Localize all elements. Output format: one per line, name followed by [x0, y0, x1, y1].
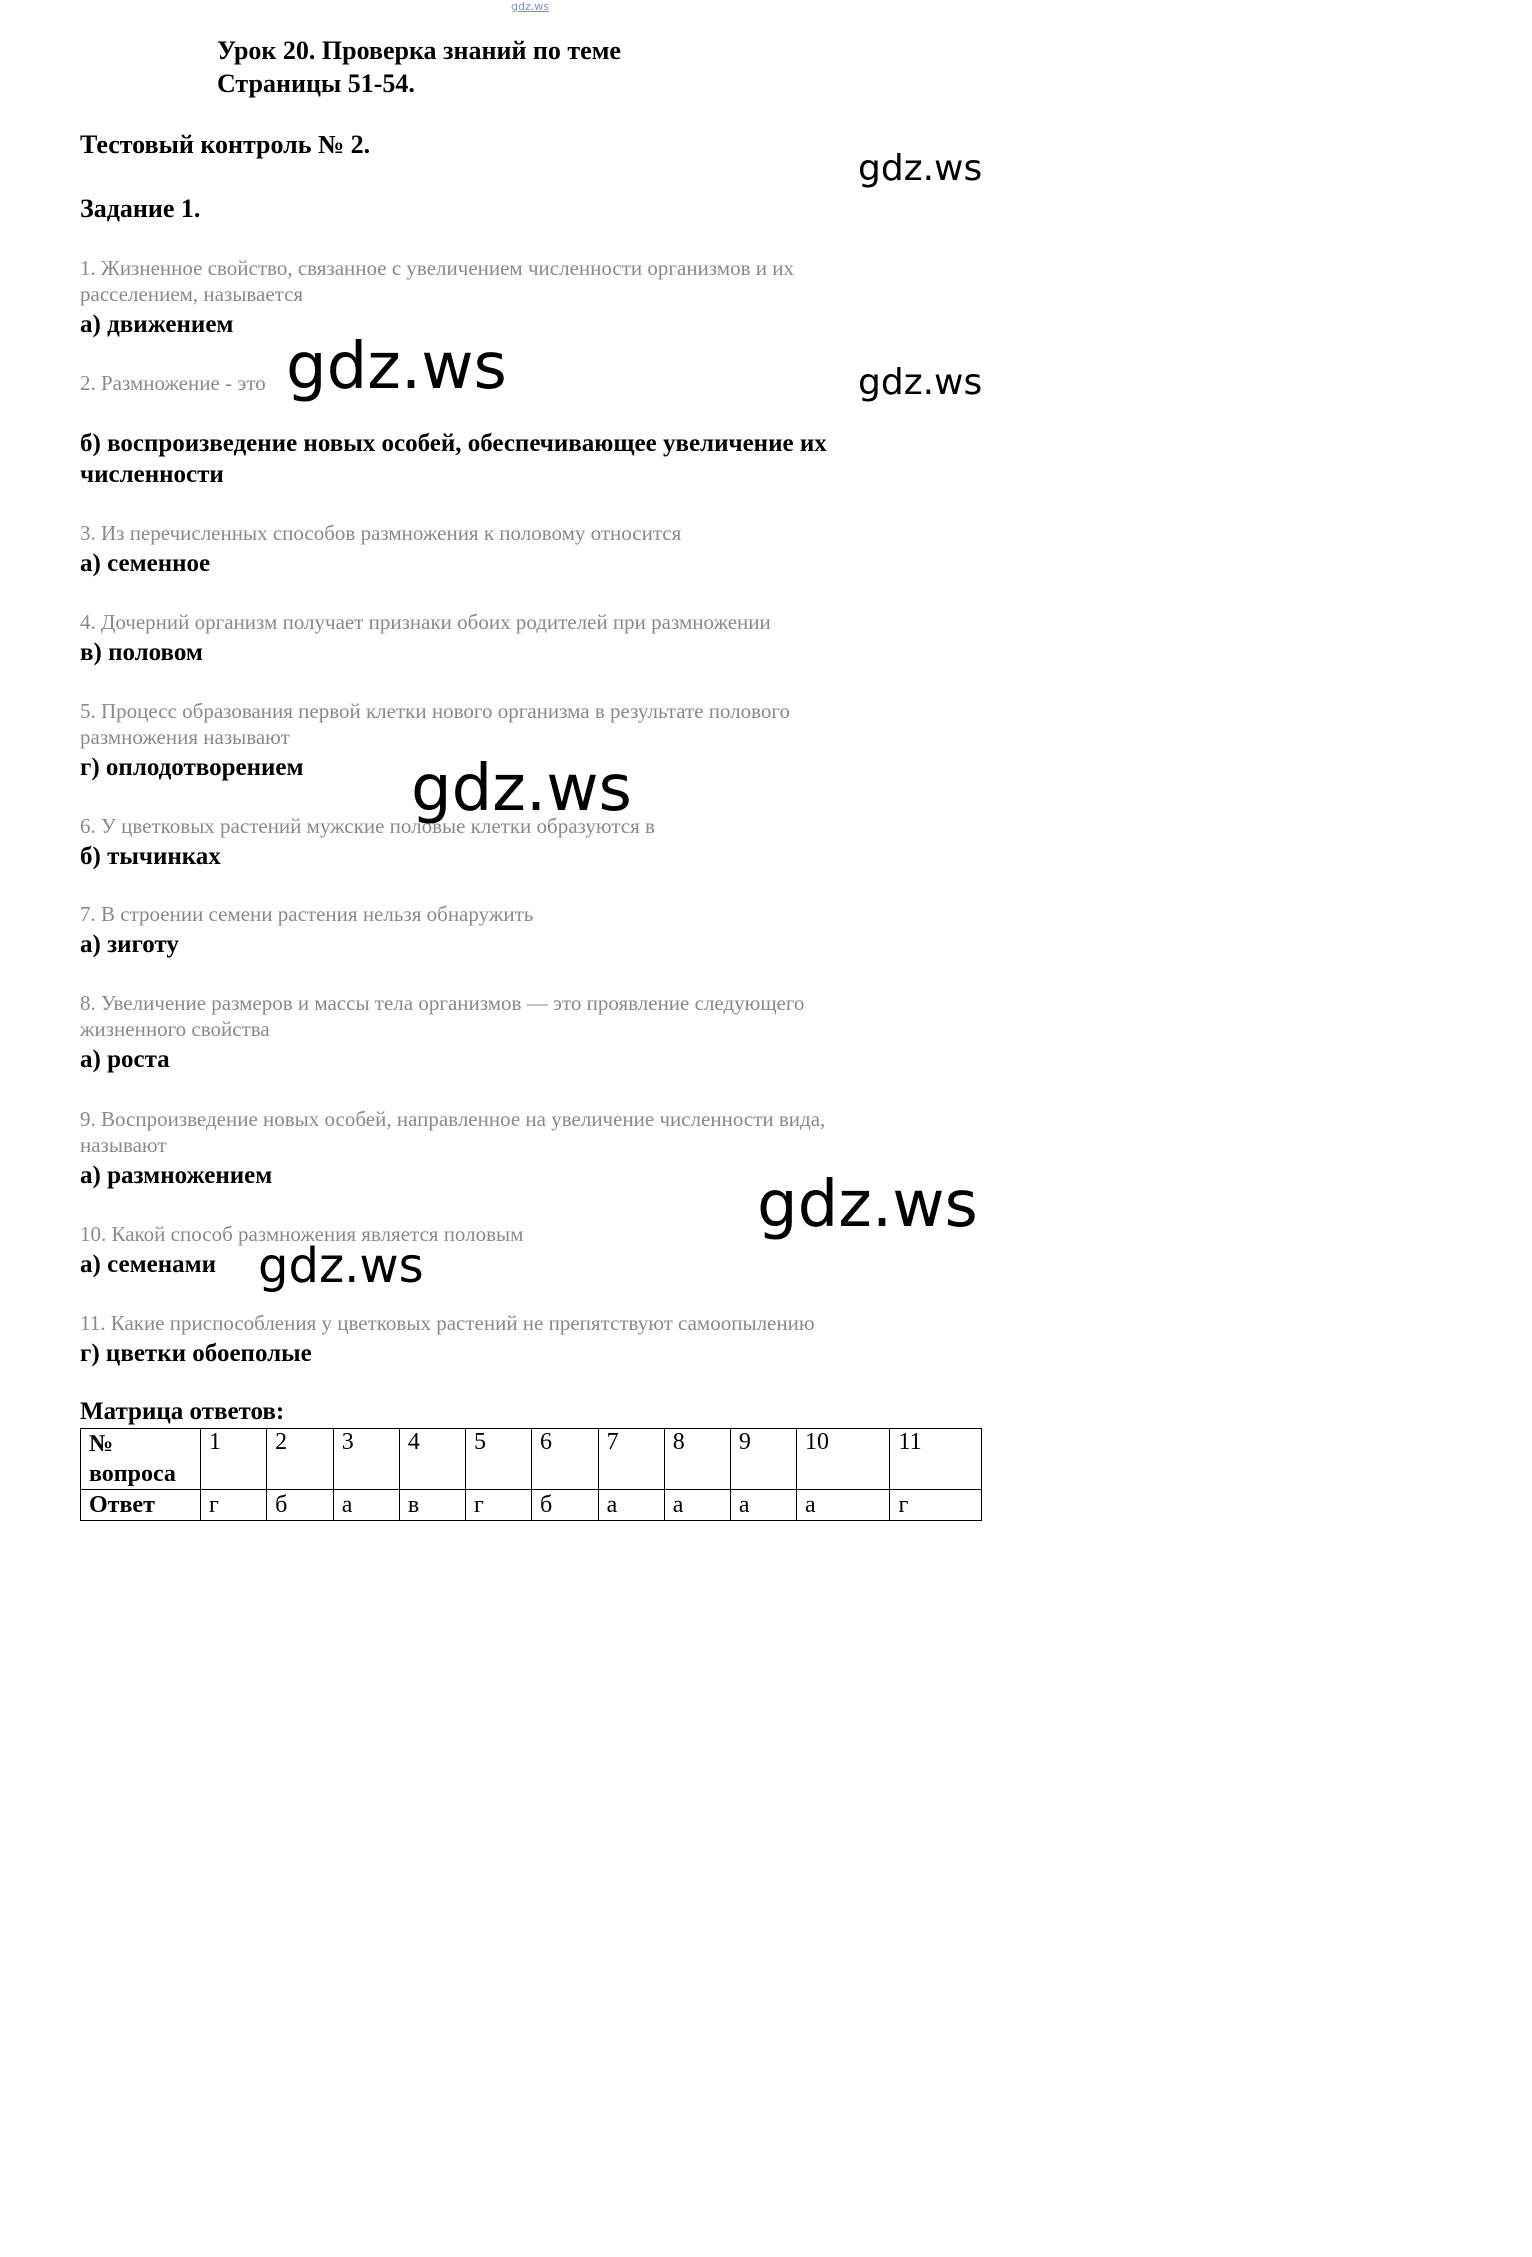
question-5-line1: 5. Процесс образования первой клетки нового организма в результате полового	[80, 699, 791, 723]
matrix-answer-cell: а	[333, 1490, 399, 1521]
matrix-answer-cell: б	[532, 1490, 599, 1521]
matrix-answer-cell: в	[399, 1490, 465, 1521]
watermark: gdz.ws	[411, 752, 632, 826]
answer-1: а) движением	[80, 311, 234, 338]
matrix-answer-cell: г	[890, 1490, 982, 1521]
matrix-number-cell: 6	[532, 1429, 599, 1490]
question-4-line1: 4. Дочерний организм получает признаки обоих родителей при размножении	[80, 610, 771, 634]
matrix-answer-cell: а	[730, 1490, 796, 1521]
matrix-number-cell: 1	[201, 1429, 267, 1490]
test-title: Тестовый контроль № 2.	[80, 130, 371, 159]
question-11-line1: 11. Какие приспособления у цветковых растений не препятствуют самоопылению	[80, 1311, 815, 1335]
watermark: gdz.ws	[286, 330, 507, 404]
watermark: gdz.ws	[858, 148, 983, 189]
matrix-number-cell: 8	[664, 1429, 730, 1490]
question-1-line2: расселением, называется	[80, 282, 304, 306]
watermark: gdz.ws	[858, 362, 983, 403]
answer-11: г) цветки обоеполые	[80, 1340, 312, 1367]
question-1-line1: 1. Жизненное свойство, связанное с увеличением численности организмов и их	[80, 256, 794, 280]
matrix-number-cell: 4	[399, 1429, 465, 1490]
matrix-number-cell: 5	[465, 1429, 531, 1490]
question-6-line1: 6. У цветковых растений мужские половые клетки образуются в	[80, 814, 655, 838]
matrix-answer-cell: г	[465, 1490, 531, 1521]
question-3-line1: 3. Из перечисленных способов размножения к половому относится	[80, 521, 682, 545]
matrix-answer-cell: а	[796, 1490, 889, 1521]
question-2-line1: 2. Размножение - это	[80, 371, 266, 395]
matrix-answer-cell: а	[598, 1490, 664, 1521]
matrix-answer-cell: г	[201, 1490, 267, 1521]
matrix-header-question-number: № вопроса	[81, 1429, 201, 1490]
matrix-header-answer: Ответ	[81, 1490, 201, 1521]
matrix-number-cell: 7	[598, 1429, 664, 1490]
top-watermark-link[interactable]: gdz.ws	[511, 0, 549, 13]
matrix-row-answers	[81, 1490, 982, 1521]
question-8-line1: 8. Увеличение размеров и массы тела организмов — это проявление следующего	[80, 991, 805, 1015]
matrix-number-cell: 9	[730, 1429, 796, 1490]
answer-9: а) размножением	[80, 1162, 273, 1189]
matrix-row-numbers	[81, 1429, 982, 1490]
matrix-answer-cell: а	[664, 1490, 730, 1521]
pages-title: Страницы 51-54.	[217, 69, 415, 98]
matrix-number-cell: 3	[333, 1429, 399, 1490]
answer-4: в) половом	[80, 639, 203, 666]
answer-2-line2: численности	[80, 461, 224, 488]
question-9-line1: 9. Воспроизведение новых особей, направленное на увеличение численности вида,	[80, 1107, 826, 1131]
answer-2-line1: б) воспроизведение новых особей, обеспечивающее увеличение их	[80, 430, 827, 457]
watermark: gdz.ws	[757, 1168, 978, 1242]
matrix-number-cell: 11	[890, 1429, 982, 1490]
answer-10: а) семенами	[80, 1251, 217, 1278]
question-5-line2: размножения называют	[80, 725, 290, 749]
answer-8: а) роста	[80, 1046, 170, 1073]
answer-6: б) тычинках	[80, 843, 221, 870]
question-8-line2: жизненного свойства	[80, 1017, 270, 1041]
question-9-line2: называют	[80, 1133, 167, 1157]
watermark: gdz.ws	[258, 1238, 424, 1294]
answer-7: а) зиготу	[80, 931, 179, 958]
matrix-number-cell: 2	[267, 1429, 334, 1490]
matrix-answer-cell: б	[267, 1490, 334, 1521]
matrix-title: Матрица ответов:	[80, 1398, 285, 1425]
answer-matrix-table	[80, 1428, 982, 1521]
question-7-line1: 7. В строении семени растения нельзя обнаружить	[80, 902, 534, 926]
lesson-title: Урок 20. Проверка знаний по теме	[217, 36, 621, 65]
matrix-number-cell: 10	[796, 1429, 889, 1490]
question-10-line1: 10. Какой способ размножения является половым	[80, 1222, 524, 1246]
answer-5: г) оплодотворением	[80, 754, 304, 781]
answer-3: а) семенное	[80, 550, 211, 577]
task-title: Задание 1.	[80, 194, 201, 223]
